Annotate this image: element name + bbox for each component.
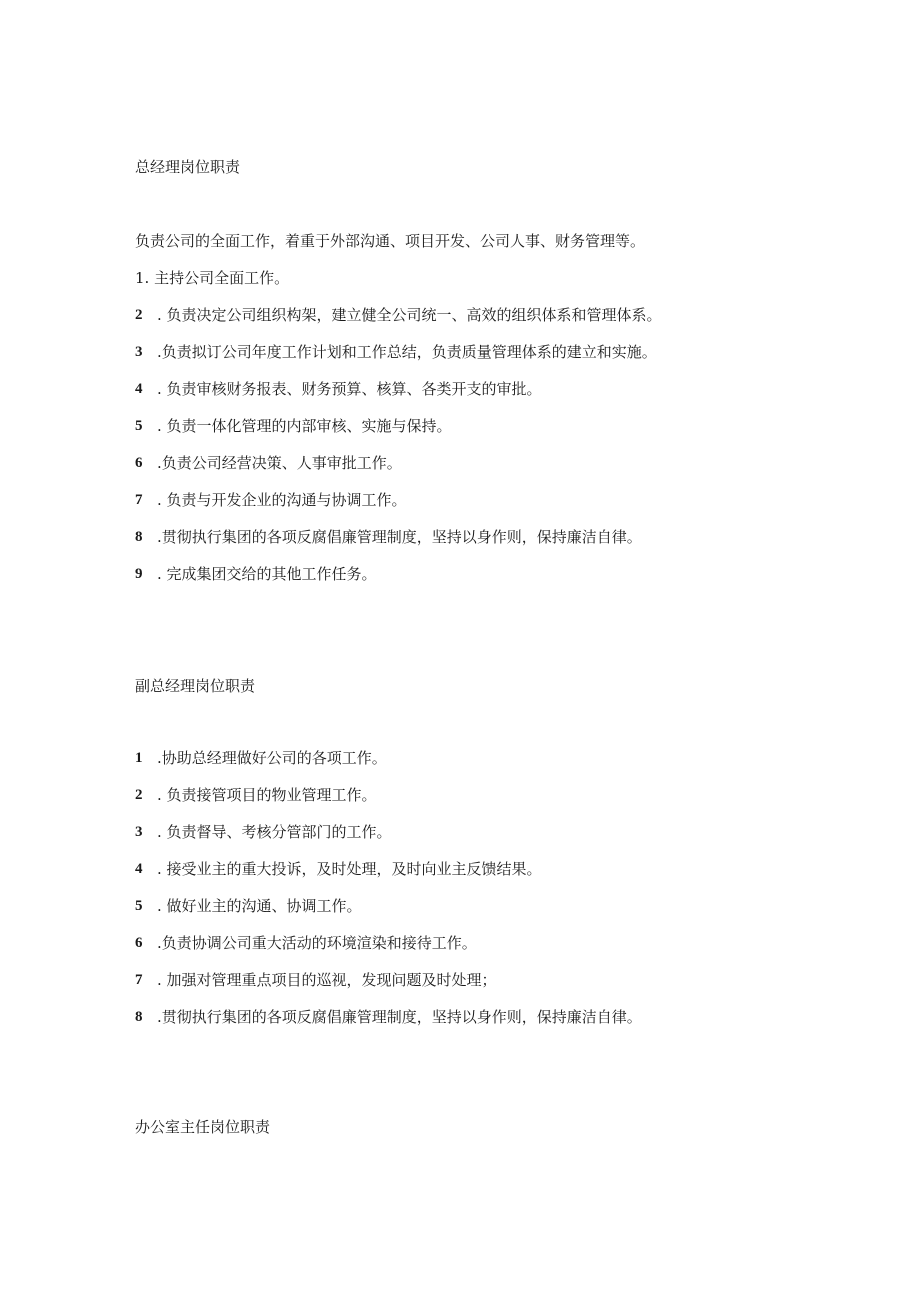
list-item-number: 3	[135, 344, 143, 360]
list-item-number: 5	[135, 898, 143, 914]
section-intro: 负责公司的全面工作，着重于外部沟通、项目开发、公司人事、财务管理等。	[135, 232, 646, 250]
list-item-text: . 负责接管项目的物业管理工作。	[157, 786, 377, 804]
list-item-number: 4	[135, 381, 143, 397]
list-item-text: .负责公司经营决策、人事审批工作。	[157, 454, 402, 472]
section-title-deputy-general-manager: 副总经理岗位职责	[135, 677, 256, 695]
list-item-text: . 负责审核财务报表、财务预算、核算、各类开支的审批。	[157, 380, 542, 398]
list-item-number: 7	[135, 492, 143, 508]
list-item-text: . 负责督导、考核分管部门的工作。	[157, 823, 392, 841]
list-item-number: 7	[135, 972, 143, 988]
list-item-number: 2	[135, 787, 143, 803]
list-item-text: . 加强对管理重点项目的巡视，发现问题及时处理；	[157, 971, 497, 989]
list-item-text: . 负责决定公司组织构架，建立健全公司统一、高效的组织体系和管理体系。	[157, 306, 662, 324]
list-item-text: .贯彻执行集团的各项反腐倡廉管理制度，坚持以身作则，保持廉洁自律。	[157, 1008, 642, 1026]
list-item-number: 5	[135, 418, 143, 434]
list-item-number: 3	[135, 824, 143, 840]
list-item-text: .负责协调公司重大活动的环境渲染和接待工作。	[157, 934, 477, 952]
list-item-number: 9	[135, 566, 143, 582]
list-item-number: 1	[135, 750, 143, 766]
list-item-number: 8	[135, 529, 143, 545]
list-item-text: .负责拟订公司年度工作计划和工作总结，负责质量管理体系的建立和实施。	[157, 343, 657, 361]
list-item-text: . 做好业主的沟通、协调工作。	[157, 897, 362, 915]
list-item-text: .贯彻执行集团的各项反腐倡廉管理制度，坚持以身作则，保持廉洁自律。	[157, 528, 642, 546]
list-item-number: 8	[135, 1009, 143, 1025]
list-item-text: . 负责与开发企业的沟通与协调工作。	[157, 491, 407, 509]
list-item: 1. 主持公司全面工作。	[135, 269, 290, 287]
list-item-text: . 接受业主的重大投诉，及时处理，及时向业主反馈结果。	[157, 860, 542, 878]
list-item-number: 2	[135, 307, 143, 323]
list-item-text: .协助总经理做好公司的各项工作。	[157, 749, 387, 767]
list-item-number: 6	[135, 455, 143, 471]
list-item-number: 4	[135, 861, 143, 877]
list-item-text: . 负责一体化管理的内部审核、实施与保持。	[157, 417, 452, 435]
section-title-general-manager: 总经理岗位职责	[135, 158, 241, 176]
section-title-office-director: 办公室主任岗位职责	[135, 1118, 271, 1136]
list-item-text: . 完成集团交给的其他工作任务。	[157, 565, 377, 583]
list-item-number: 6	[135, 935, 143, 951]
